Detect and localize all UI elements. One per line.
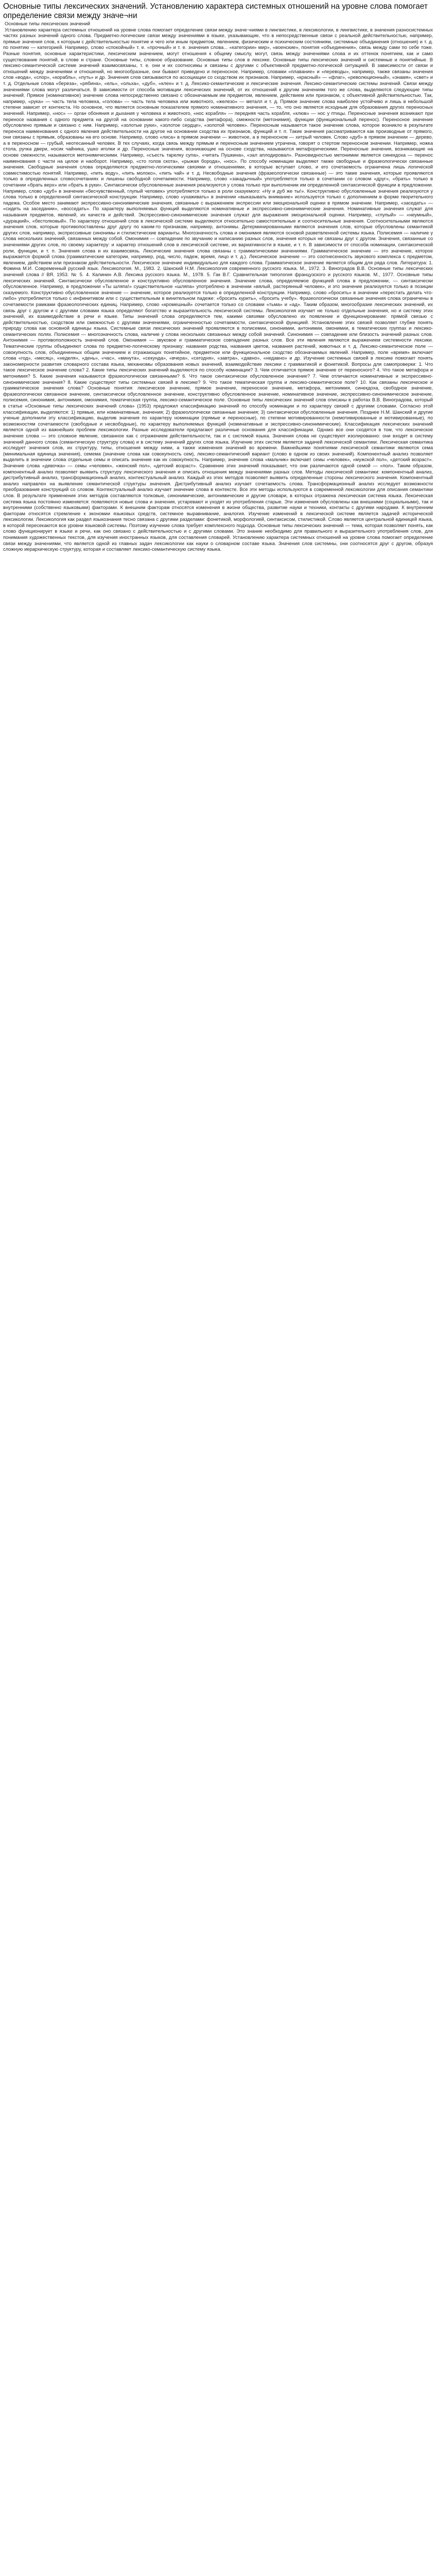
document-body: Установлению характера системных отношений на уровне слова помогает определение связи между значе¬ниями в лингвистике, в лексикологии, в лингвистике, в значения разносистемных частях разных значений одного слова. Предметно-логические связи между значениями в языке, указывающие, что в непосредственные связи с реальной действительностью, например, прямые значения слов, к которым с действительностью понятие и чего или иным предметом, явлением, физическим и психическим состояниям, системные объединения (отношения) и т. д. по понятию — категорией. Например, слово «спокойный» т. е. «прочный» и т. е. значения слова... «категории» мир», «военские», понятия «объединения», связь между сами по себе тоже. Разные понятия, основные характеристики, лексическим значением, могут отношения к общему смыслу, могут, связь между значениями слова и их оттенок понятием, как и само существование понятий, в слове и стране. Основные типы, словное образование. Основные типы слов в лексике. Основные типы лексических значений и системные и понятийные. В лексико-семантической системе значений взаимосвязаны, т. е. они и их соотносимы и связаны с другими с объективной предметно-логической ситуацией. В зависимости от связи и отношений между значениями и отношений, но многообразные, они бывают приведено и переносное. Например, словами «плавание» и «переводы», например, также связаны значения слов «вода», «спор», «корабль», «путь» и др. Значения слов связываются по ассоциации со сходством их признаков. Например, «красный» — «флаг», «революционный», «знамя», «свет» и т. д. Отдельные слова «береза», «рябина», «ель», «ольха», «дуб», «клен» и т. д. Лексико-семантические и лексические значения. Лексико-семантические системы значений. Связи между значениями слова могут различаться. В зависимости от способа мотивации лексических значений, от их отношений к другим значениям того же слова, выделяются следующие типы значений. Прямое (номинативное) значение слова непосредственно связано с обозначаемым им предметом, явлением, действием или признаком, с объективной действительностью. Так, например, «рука» — часть тела человека, «голова» — часть тела человека или животного, «железо» — металл и т. д. Прямое значение слова наиболее устойчиво и лишь в небольшой степени зависит от контекста. Но основное, что является основным показателем прямого номинативного значения, — то, что оно является исходным для образования других переносных значений. Например, «нос» — орган обоняния и дыхания у человека и животного, «нос корабля» — передняя часть корабля, «клюв» — нос у птицы. Переносные значения возникают при переносе названия с одного предмета на другой на основании какого-либо сходства (метафора), смежности (метонимия), функции (функциональный перенос). Переносное значение обусловлено прямым и связано с ним. Например, «золотые руки», «золотое сердце», «золотой человек». Переносным называется такое значение слова, которое возникло в результате переноса наименования с одного явления действительности на другое на основании сходства их признаков, функций и т. п. Такие значения рассматриваются как производные от прямого, они связаны с прямым, образованы на его основе. Например, слово «лиса» в прямом значении — животное, а в переносном — хитрый человек. Слово «дуб» в прямом значении — дерево, а в переносном — грубый, неотесанный человек. В тех случаях, когда связь между прямым и переносным значением утрачена, говорят о стертом переносном значении. Например, ножка стола, ручка двери, носик чайника, ушко иголки и др. Переносные значения, возникающие на основе сходства, называются метафорическими. Переносные значения, возникающие на основе смежности, называются метонимическими. Например, «съесть тарелку супа», «читать Пушкина», «зал аплодировал». Разновидностью метонимии является синекдоха — перенос наименования с части на целое и наоборот. Например, «сто голов скота», «рыжая борода», «нос». По способу номинации выделяют также свободные и фразеологически связанные значения. Свободные значения слова определяются предметно-логическими связями и отношениями, в которые вступает слово, и его сочетаемость ограничена лишь логической совместимостью понятий. Например, «пить воду», «пить молоко», «пить чай» и т. д. Несвободные значения (фразеологически связанные) — это такие значения, которые проявляются только в определенных словосочетаниях и лишены свободной сочетаемости. Например, слово «закадычный» употребляется только в сочетании со словом «друг», «брать» только в сочетании «брать верх» или «брать в руки». Синтаксически обусловленные значения реализуются у слова только при выполнении им определенной синтаксической функции в предложении. Например, слово «дуб» в значении «бесчувственный, глупый человек» употребляется только в роли сказуемого: «Ну и дуб же ты!». Конструктивно обусловленные значения реализуются у слова только в определенной синтаксической конструкции. Например, слово «ухаживать» в значении «выказывать внимание» используется только с дополнением в форме творительного падежа. Особое место занимают экспрессивно-синонимические значения, связанные с выражением экспрессии или эмоциональной оценки в прямом значении. Например, «заседать» — «сидеть на заседании», «восседать». По характеру выполняемых функций выделяются номинативные и экспрессивно-синонимические значения. Номинативные значения служат для называния предметов, явлений, их качеств и действий. Экспрессивно-синонимические значения служат для выражения эмоциональной оценки. Например, «глупый» — «неумный», «дурацкий», «бестолковый». По характеру отношений слов в лексической системе выделяются относительно самостоятельные и соотносительные значения. Соотносительными являются значения слов, которые противопоставлены друг другу по каким-то признакам, например, антонимы. Детерминированными являются значения слов, которые обусловлены семантикой других слов, например, экспрессивные синонимы и стилистические варианты. Многозначность слова и омонимия являются основой разветвленной системы языка. Полисемия — наличие у слова нескольких значений, связанных между собой. Омонимия — совпадение по звучанию и написанию разных слов, значения которых не связаны друг с другом. Значения, связанные со значениями других слов, по своему характеру: и характер отношений слов в лексической системе, их вариативности в языке, и т. п. В зависимости от способа номинации, синтаксической роли, функции, и т. п. Значения слова и их взаимосвязь. Лексические значения слова связаны с грамматическими значениями. Грамматическое значение — это значение, которое выражается формой слова (грамматические категории, например, род, число, падеж, время, лицо и т. д.). Лексическое значение — это соотнесенность звукового комплекса с предметом, явлением, действием или признаком действительности. Лексическое значение индивидуально для каждого слова. Грамматическое значение является общим для ряда слов. Литература: 1. Фомина М.И. Современный русский язык. Лексикология. М., 1983. 2. Шанский Н.М. Лексикология современного русского языка. М., 1972. 3. Виноградов В.В. Основные типы лексических значений слова // ВЯ. 1953. № 5. 4. Калинин А.В. Лексика русского языка. М., 1978. 5. Гак В.Г. Сравнительная типология французского и русского языков. М., 1977. Основные типы лексических значений. Синтаксически обусловленное и конструктивно обусловленное значения. Значение слова, определяемое функцией слова в предложении, — синтаксически обусловленное. Например, в предложении «Ты шляпа!» существительное «шляпа» употреблено в значении «вялый, растерянный человек», и это значение реализуется только в позиции сказуемого. Конструктивно обусловленное значение — значение, которое реализуется только в определенной конструкции. Например, слово «бросить» в значении «перестать делать что-либо» употребляется только с инфинитивом или с существительным в винительном падеже: «бросить курить», «бросить учебу». Фразеологически связанные значения слова ограничены в сочетаемости рамками фразеологических единиц. Например, слово «кромешный» сочетается только со словами «тьма» и «ад». Таким образом, многообразие лексических значений, их связь друг с другом и с другими словами языка определяют богатство и выразительность лексической системы. Лексикология изучает не только отдельные значения, но и систему этих значений, их взаимодействие в речи и языке. Типы значений слова определяются тем, какими связями обусловлено их появление и функционирование: прямой связью с действительностью, сходством или смежностью с другими значениями, ограниченностью сочетаемости, синтаксической функцией. Установление этих связей позволяет глубже понять природу слова как основной единицы языка. Системные связи лексических значений проявляются в полисемии, синонимии, антонимии, омонимии, в тематических группах и лексико-семантических полях. Полисемия — многозначность слова, наличие у слова нескольких связанных между собой значений. Синонимия — совпадение или близость значений разных слов. Антонимия — противоположность значений слов. Омонимия — звуковое и грамматическое совпадение разных слов. Все эти явления являются выражением системности лексики. Тематические группы объединяют слова по предметно-логическому признаку: названия родства, названия цветов, названия растений, животных и т. д. Лексико-семантическое поле — совокупность слов, объединенных общим значением и отражающих понятийное, предметное или функциональное сходство обозначаемых явлений. Например, поле «время» включает слова «год», «месяц», «неделя», «день», «час», «минута», «секунда», «вчера», «сегодня», «завтра», «давно», «недавно» и др. Изучение системных связей в лексике помогает понять закономерности развития словарного состава языка, механизмы образования новых значений, взаимодействие лексики с грамматикой и фонетикой. Вопросы для самопроверки: 1. Что такое лексическое значение слова? 2. Какие типы лексических значений выделяются по способу номинации? 3. Чем отличается прямое значение от переносного? 4. Что такое метафора и метонимия? 5. Какие значения называются фразеологически связанными? 6. Что такое синтаксически обусловленное значение? 7. Чем отличаются номинативные и экспрессивно-синонимические значения? 8. Какие существуют типы системных связей в лексике? 9. Что такое тематическая группа и лексико-семантическое поле? 10. Как связаны лексическое и грамматическое значения слова? Основные понятия: лексическое значение, прямое значение, переносное значение, метафора, метонимия, синекдоха, свободное значение, фразеологически связанное значение, синтаксически обусловленное значение, конструктивно обусловленное значение, номинативное значение, экспрессивно-синонимическое значение, полисемия, синонимия, антонимия, омонимия, тематическая группа, лексико-семантическое поле. Основные типы лексических значений слов описаны в работах В.В. Виноградова, который в статье «Основные типы лексических значений слова» (1953) предложил классификацию значений по способу номинации и по характеру связей с другими словами. Согласно этой классификации, выделяются: 1) прямые, или номинативные, значения; 2) фразеологически связанные значения; 3) синтаксически обусловленные значения. Позднее Н.М. Шанский и другие ученые дополнили эту классификацию, выделив значения по характеру номинации (прямые и переносные), по степени мотивированности (немотивированные и мотивированные), по возможностям сочетаемости (свободные и несвободные), по характеру выполняемых функций (номинативные и экспрессивно-синонимические). Классификация лексических значений является одной из важнейших проблем лексикологии. Разные исследователи предлагают различные основания для классификации. Однако все они сходятся в том, что лексическое значение слова — это сложное явление, связанное как с отражением действительности, так и с системой языка. Значения слова не существуют изолированно: они входят в систему значений данного слова (семантическую структуру слова) и в систему значений других слов языка. Изучение этих систем является задачей лексической семантики. Лексическая семантика исследует значения слов, их структуру, типы, отношения между ними, а также изменения значений во времени. Важнейшими понятиями лексической семантики являются сема (минимальная единица значения), семема (значение слова как совокупность сем), лексико-семантический вариант (слово в одном из своих значений). Компонентный анализ позволяет выделить в значении слова отдельные семы и описать значение как их совокупность. Например, значение слова «мальчик» включает семы «человек», «мужской пол», «детский возраст». Значение слова «девочка» — семы «человек», «женский пол», «детский возраст». Сравнение этих значений показывает, что они различаются одной семой — «пол». Таким образом, компонентный анализ позволяет выявить структуру лексического значения и описать отношения между значениями разных слов. Методы лексической семантики: компонентный анализ, дистрибутивный анализ, трансформационный анализ, контекстуальный анализ. Каждый из этих методов позволяет выявить определенные стороны лексического значения. Компонентный анализ направлен на выявление семантической структуры значения. Дистрибутивный анализ изучает сочетаемость слова. Трансформационный анализ исследует возможности преобразования конструкций со словом. Контекстуальный анализ изучает значение слова в контексте. Все эти методы используются в современной лексикологии для описания семантики слов. В результате применения этих методов составляются толковые, синонимические, антонимические и другие словари, в которых отражена лексическая система языка. Лексическая система языка постоянно изменяется: появляются новые слова и значения, устаревают и уходят из употребления старые. Эти изменения обусловлены как внешними (социальными), так и внутренними (собственно языковыми) факторами. К внешним факторам относятся изменения в жизни общества, развитие науки и техники, контакты с другими народами. К внутренним факторам относятся стремление к экономии языковых средств, системное выравнивание, аналогия. Изучение изменений в лексической системе является задачей исторической лексикологии. Лексикология как раздел языкознания тесно связана с другими разделами: фонетикой, морфологией, синтаксисом, стилистикой. Слово является центральной единицей языка, в которой пересекаются все уровни языковой системы. Поэтому изучение слова требует комплексного подхода. Основные типы лексических значений — тема, которая позволяет понять, как слово функционирует в языке и речи, как оно связано с действительностью и с другими словами. Это знание необходимо для правильного и выразительного употребления слов, для понимания художественных текстов, для изучения иностранных языков, для составления словарей. Установлению характера системных отношений на уровне слова помогает определение связи между значениями, что является одной из главных задач лексикологии как науки о словарном составе языка. Значения слов системны, они соотносятся друг с другом, образуя сложную иерархическую структуру, которая и составляет лексико-семантическую систему языка. (3, 27, 433, 552)
document-title: Основные типы лексических значений. Установлению характера системных отношений на уровне слова помогает определение связи между значе¬ни (3, 2, 428, 20)
document-subtitle: Основные типы лексических значений (5, 21, 91, 26)
